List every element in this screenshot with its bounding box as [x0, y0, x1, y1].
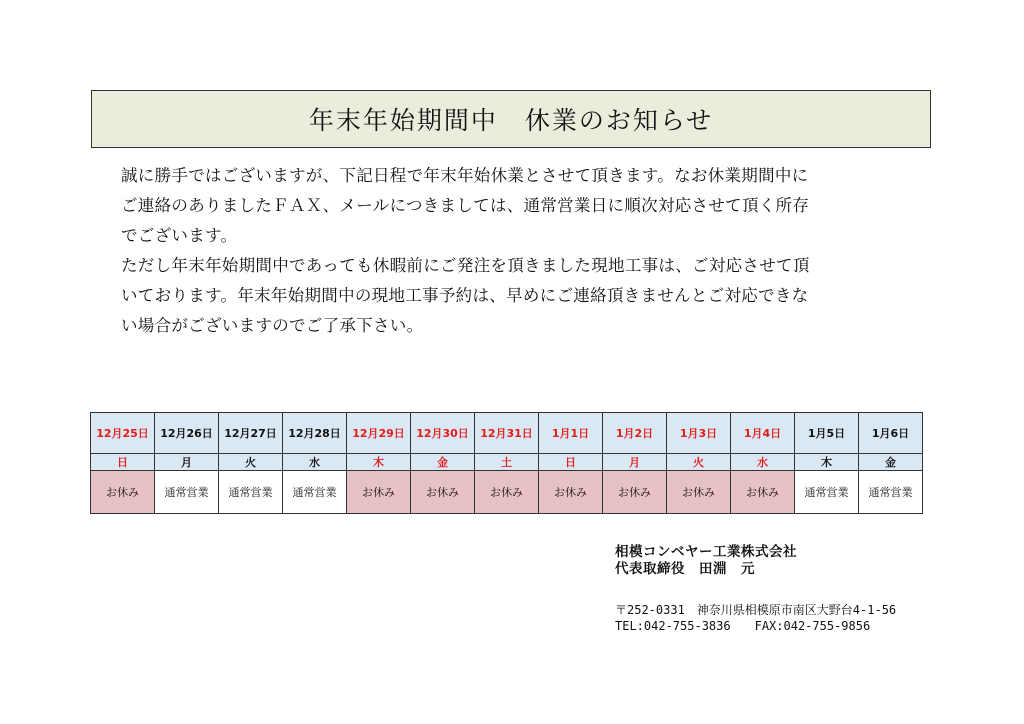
weekday-cell: 日 [91, 454, 155, 471]
status-cell-closed: お休み [347, 471, 411, 514]
page-title: 年末年始期間中 休業のお知らせ [308, 106, 714, 135]
notice-line: ただし年末年始期間中であっても休暇前にご発注を頂きました現地工事は、ご対応させて頂 [121, 256, 810, 275]
company-name: 相模コンベヤー工業株式会社 [615, 544, 797, 560]
weekday-cell: 火 [219, 454, 283, 471]
status-cell-closed: お休み [539, 471, 603, 514]
weekday-cell: 火 [667, 454, 731, 471]
status-cell-open: 通常営業 [795, 471, 859, 514]
weekday-cell: 金 [859, 454, 923, 471]
weekday-cell: 月 [603, 454, 667, 471]
weekday-row [91, 454, 923, 471]
date-cell: 1月4日 [731, 413, 795, 454]
weekday-cell: 木 [347, 454, 411, 471]
status-cell-open: 通常営業 [283, 471, 347, 514]
weekday-cell: 金 [411, 454, 475, 471]
date-row [91, 413, 923, 454]
date-cell: 12月26日 [155, 413, 219, 454]
status-cell-open: 通常営業 [155, 471, 219, 514]
date-cell: 12月25日 [91, 413, 155, 454]
date-cell: 1月3日 [667, 413, 731, 454]
weekday-cell: 水 [283, 454, 347, 471]
weekday-cell: 木 [795, 454, 859, 471]
date-cell: 12月30日 [411, 413, 475, 454]
date-cell: 12月31日 [475, 413, 539, 454]
company-address: 〒252-0331 神奈川県相模原市南区大野台4-1-56 [615, 603, 897, 617]
title-box [91, 90, 931, 148]
weekday-cell: 日 [539, 454, 603, 471]
status-cell-open: 通常営業 [859, 471, 923, 514]
status-row [91, 471, 923, 514]
status-cell-closed: お休み [667, 471, 731, 514]
notice-body [121, 161, 941, 341]
notice-line: い場合がございますのでご了承下さい。 [121, 316, 424, 335]
date-cell: 1月2日 [603, 413, 667, 454]
status-cell-closed: お休み [91, 471, 155, 514]
date-cell: 1月6日 [859, 413, 923, 454]
company-block [615, 544, 797, 578]
notice-line: でございます。 [121, 226, 238, 245]
weekday-cell: 水 [731, 454, 795, 471]
date-cell: 12月28日 [283, 413, 347, 454]
notice-line: ご連絡のありましたＦＡＸ、メールにつきましては、通常営業日に順次対応させて頂く所存 [121, 196, 810, 215]
status-cell-open: 通常営業 [219, 471, 283, 514]
status-cell-closed: お休み [603, 471, 667, 514]
weekday-cell: 土 [475, 454, 539, 471]
date-cell: 12月27日 [219, 413, 283, 454]
holiday-calendar [90, 412, 923, 514]
date-cell: 1月5日 [795, 413, 859, 454]
notice-line: 誠に勝手ではございますが、下記日程で年末年始休業とさせて頂きます。なお休業期間中に [121, 166, 809, 185]
contact-block [615, 602, 896, 634]
status-cell-closed: お休み [731, 471, 795, 514]
notice-line: いております。年末年始期間中の現地工事予約は、早めにご連絡頂きませんとご対応できな [121, 286, 809, 305]
date-cell: 1月1日 [539, 413, 603, 454]
status-cell-closed: お休み [411, 471, 475, 514]
company-representative: 代表取締役 田淵 元 [615, 561, 755, 577]
date-cell: 12月29日 [347, 413, 411, 454]
company-phone-fax: TEL:042-755-3836 FAX:042-755-9856 [615, 619, 871, 633]
weekday-cell: 月 [155, 454, 219, 471]
status-cell-closed: お休み [475, 471, 539, 514]
